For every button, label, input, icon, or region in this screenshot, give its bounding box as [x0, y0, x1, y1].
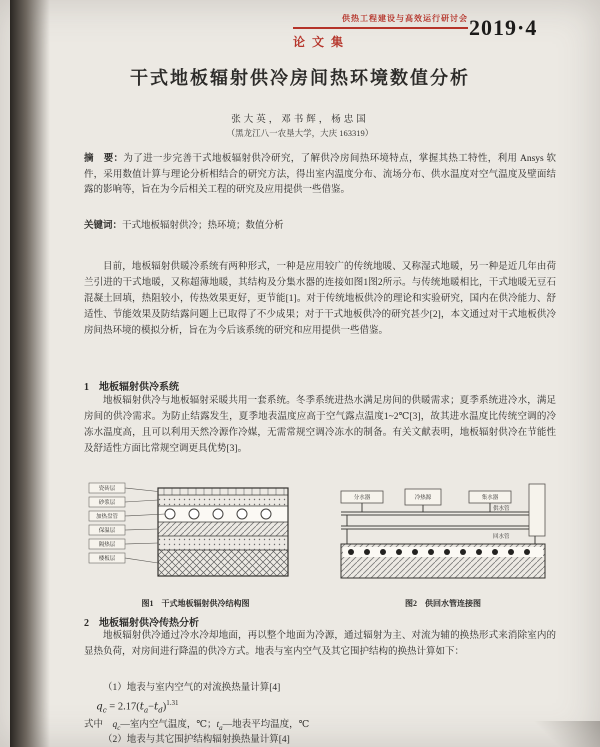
cold-heat-source — [405, 489, 441, 505]
riser-box — [529, 484, 545, 536]
svg-text:砂浆层: 砂浆层 — [98, 500, 116, 506]
legend-var: t — [216, 720, 220, 730]
svg-text:分水器: 分水器 — [353, 495, 371, 501]
section2-heading: 2 地板辐射供冷传热分析 — [84, 618, 199, 629]
section1-heading: 1 地板辐射供冷系统 — [84, 382, 179, 393]
figure1-floor-structure-diagram — [88, 478, 303, 596]
svg-text:保温层: 保温层 — [98, 528, 116, 534]
formula-op: − — [148, 701, 155, 713]
formula-var: q — [96, 700, 103, 713]
keywords-text: 干式地板辐射供冷；热环境；数值分析 — [122, 221, 284, 231]
figure2-drawing — [333, 478, 553, 596]
svg-text:隔热层: 隔热层 — [98, 542, 116, 548]
layer-slab — [158, 550, 288, 576]
formula-op: ) — [162, 701, 167, 713]
formula-sub: d — [158, 706, 163, 715]
abstract-label: 摘 要： — [84, 154, 124, 164]
conference-name: 供热工程建设与高效运行研讨会 — [342, 14, 468, 23]
figure1-caption: 图1 干式地板辐射供冷结构图 — [141, 599, 250, 608]
issue-number: 2019·4 — [469, 15, 538, 40]
section2-body: 地板辐射供冷通过冷水冷却地面，再以整个地面为冷源，通过辐射为主、对流为辅的换热形式来消除室内的显热负荷，对房间进行降温的供冷方式。地表与室内空气及其它围护结构的换热计算如下： — [84, 631, 556, 657]
list-item-1: （1）地表与室内空气的对流换热量计算[4] — [103, 683, 281, 693]
return-pipe-label: 回水管 — [493, 534, 510, 540]
list-item-2: （2）地表与其它围护结构辐射换热量计算[4] — [103, 735, 290, 745]
section1-body: 地板辐射供冷与地板辐射采暖共用一套系统。冬季系统进热水满足房间的供暖需求；夏季系统进冷水，满足房间的供冷需求。为防止结露发生，夏季地表温度应高于空气露点温度1~2℃[3]，故其进水温度比传统空调的冷冻水温度高，且可以利用天然冷源作冷媒，无需常规空调冷冻水的制备。有关文献表明，地板辐射供冷在节能性及舒适性方面比常规空调更具优势[3]。 — [84, 396, 556, 454]
legend-sub: c — [117, 723, 121, 732]
intro-paragraph: 目前，地板辐射供暖冷系统有两种形式，一种是应用较广的传统地暖、又称湿式地暖，另一种是近几年由荷兰引进的干式地暖，又称超薄地暖，其结构及分集水器的连接如图1图2所示。与传统地暖相比，干式地暖无豆石混凝土回填，热阻较小，传热效果更好，更节能[1]。对于传统地板供冷的理论和实验研究，国内在供冷能力、舒适性、节能效果及防结露问题上已取得了不少成果；对于干式地板供冷的研究甚少[2]，本文通过对干式地板供冷房间热环境的模拟分析，旨在为今后该系统的研究和应用提供一些借鉴。 — [84, 262, 556, 336]
formula-legend — [84, 716, 556, 732]
figure1-drawing — [88, 478, 303, 596]
figure2-caption: 图2 供回水管连接图 — [405, 599, 481, 608]
layer-thermal-break — [158, 536, 288, 550]
collection-label: 论文集 — [293, 35, 351, 49]
formula-op: = 2.17( — [106, 701, 140, 713]
legend-desc: —地表平均温度，℃ — [222, 720, 310, 730]
svg-text:楼板层: 楼板层 — [98, 556, 116, 562]
layer-mortar — [158, 495, 288, 506]
layer-tile — [158, 488, 288, 495]
layer-label — [89, 511, 165, 521]
layer-insulation — [158, 522, 288, 536]
svg-text:加热盘管: 加热盘管 — [95, 514, 119, 520]
legend-sub: a — [219, 723, 223, 732]
paper-title: 干式地板辐射供冷房间热环境数值分析 — [130, 68, 470, 88]
svg-text:冷热源: 冷热源 — [414, 495, 432, 501]
formula-sub: a — [143, 706, 149, 715]
abstract-paragraph — [84, 152, 556, 199]
legend-var: q — [112, 720, 118, 730]
formula-var: t — [139, 700, 144, 713]
supply-pipe-label: 供水管 — [493, 506, 510, 512]
keywords-paragraph — [84, 219, 556, 235]
legend-prefix: 式中 — [84, 720, 113, 730]
layer-label — [89, 497, 158, 507]
layer-label — [89, 483, 158, 493]
convection-formula — [96, 699, 179, 715]
svg-text:集水器: 集水器 — [481, 495, 499, 501]
figure2-pipe-connection-diagram — [333, 478, 553, 596]
keywords-label: 关键词： — [84, 221, 123, 231]
layer-label — [89, 525, 158, 535]
formula-exponent: 1.31 — [166, 699, 179, 707]
manifold-return — [469, 491, 511, 503]
manifold-supply — [341, 491, 383, 503]
header-rule — [293, 27, 468, 29]
layer-label — [89, 539, 158, 549]
abstract-text: 为了进一步完善干式地板辐射供冷研究，了解供冷房间热环境特点，掌握其热工特性，利用 Ansys 软件，采用数值计算与理论分析相结合的研究方法，得出室内温度分布、流场分布、供水温度对空气温度及壁面结露的影响等，旨在为今后相关工程的研究及应用提供一些借鉴。 — [84, 154, 556, 195]
legend-desc: —室内空气温度，℃； — [120, 720, 217, 730]
svg-text:瓷砖层: 瓷砖层 — [98, 486, 116, 492]
affiliation-line: （黑龙江八一农垦大学，大庆 163319） — [226, 128, 374, 138]
authors-line: 张大英，邓书辉，杨忠国 — [231, 115, 369, 125]
layer-label — [89, 553, 158, 563]
formula-var: t — [154, 700, 159, 713]
formula-sub: c — [102, 706, 107, 715]
